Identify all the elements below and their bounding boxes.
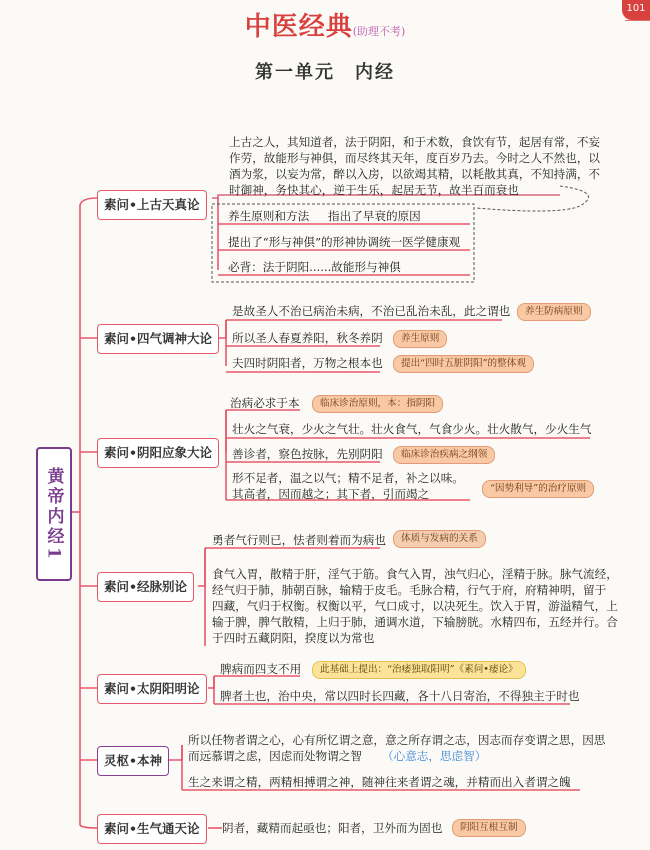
tag-label: 提出“四时五脏阴阳”的整体观 <box>393 355 534 373</box>
tag-label: “因势利导”的治疗原则 <box>482 480 594 498</box>
tag-label: 阴阳互根互制 <box>452 819 526 837</box>
section-quote-line-1: 上古之人，其知道者，法于阴阳，和于术数，食饮有节，起居有常，不妄 <box>229 135 601 149</box>
section-quote-line-3: 酒为浆，以妄为常，醉以入房，以欲竭其精，以耗散其真，不知持满，不 <box>229 167 601 181</box>
list-item: 阴者，藏精而起亟也；阳者，卫外而为固也 <box>222 821 443 835</box>
list-item: 是故圣人不治已病治未病，不治已乱治未乱，此之谓也 <box>232 304 511 318</box>
page-number: 101 <box>622 0 650 20</box>
title-text: 中医经典 <box>244 12 353 42</box>
list-item: 脾者土也，治中央，常以四时长四藏，各十八日寄治，不得独主于时也 <box>220 689 580 703</box>
section-node-shengqi: 素问•生气通天论 <box>97 814 207 844</box>
tag-label: 体质与发病的关系 <box>393 530 486 548</box>
list-item: 善诊者，察色按脉，先别阴阳 <box>232 447 383 461</box>
section-node-shanggu: 素问•上古天真论 <box>97 190 207 220</box>
list-item: 治病必求于本 <box>230 396 300 410</box>
list-item: 壮火之气衰，少火之气壮。壮火食气，气食少火。壮火散气，少火生气 <box>232 422 592 436</box>
tag-label: 养生原则 <box>393 330 447 348</box>
paragraph-line-3: 四藏，气归于权衡。权衡以平，气口成寸，以决死生。饮入于胃，游溢精气，上 <box>212 599 618 613</box>
list-item: 所以圣人春夏养阳，秋冬养阴 <box>232 331 383 345</box>
list-item: 提出了“形与神俱”的形神协调统一医学健康观 <box>228 235 461 249</box>
paragraph-line-4: 输于脾，脾气散精，上归于肺，通调水道，下输膀胱。水精四布，五经并行。合 <box>212 615 618 629</box>
paragraph-line-1: 食气入胃，散精于肝，淫气于筋。食气入胃，浊气归心，淫精于脉。脉气流经， <box>212 567 618 581</box>
tag-label: 临床诊治原则，本：指阴阳 <box>312 395 443 413</box>
section-node-benshen: 灵枢•本神 <box>97 746 169 776</box>
list-item: 养生原则和方法 <box>228 209 310 223</box>
paragraph-line-2: 经气归于肺，肺朝百脉，输精于皮毛。毛脉合精，行气于府，府精神明，留于 <box>212 583 607 597</box>
section-quote-line-4: 时御神，务快其心，逆于生乐，起居无节，故半百而衰也 <box>229 183 519 197</box>
mnemonic-note: （心意志，思虑智） <box>382 749 487 763</box>
list-item: 必背：法于阴阳......故能形与神俱 <box>228 260 401 274</box>
list-item: 夫四时阴阳者，万物之根本也 <box>232 356 383 370</box>
list-item: 生之来谓之精，两精相搏谓之神，随神往来者谓之魂，并精而出入者谓之魄 <box>188 775 571 789</box>
paragraph-line-1: 所以任物者谓之心，心有所忆谓之意，意之所存谓之志，因志而存变谓之思，因思 <box>188 733 606 747</box>
section-node-taiyin: 素问•太阴阳明论 <box>97 674 207 704</box>
tag-label: 此基础上提出：“治痿独取阳明”《素问•痿论》 <box>312 661 526 679</box>
list-item: 其高者，因而越之；其下者，引而竭之 <box>232 487 430 501</box>
paragraph-line-5: 于四时五藏阴阳，揆度以为常也 <box>212 631 375 645</box>
root-node: 黄帝内经1 <box>36 447 72 581</box>
section-quote-line-2: 作劳，故能形与神俱，而尽终其天年，度百岁乃去。今时之人不然也，以 <box>229 151 601 165</box>
section-node-jingmai: 素问•经脉别论 <box>97 572 194 602</box>
list-item: 形不足者，温之以气；精不足者，补之以味。 <box>232 471 464 485</box>
list-item-note: 指出了早衰的原因 <box>328 209 421 223</box>
list-item: 勇者气行则已，怯者则着而为病也 <box>212 533 386 547</box>
tag-label: 养生防病原则 <box>517 303 591 321</box>
list-item: 脾病而四支不用 <box>220 662 302 676</box>
title-subtitle: (助理不考) <box>352 25 406 38</box>
unit-heading: 第一单元 内经 <box>255 62 395 83</box>
section-node-siqi: 素问•四气调神大论 <box>97 324 219 354</box>
tag-label: 临床诊治疾病之纲领 <box>393 446 495 464</box>
paragraph-line-2: 而远慕谓之虑，因虑而处物谓之智 <box>188 749 362 763</box>
section-node-yinyang: 素问•阴阳应象大论 <box>97 438 219 468</box>
